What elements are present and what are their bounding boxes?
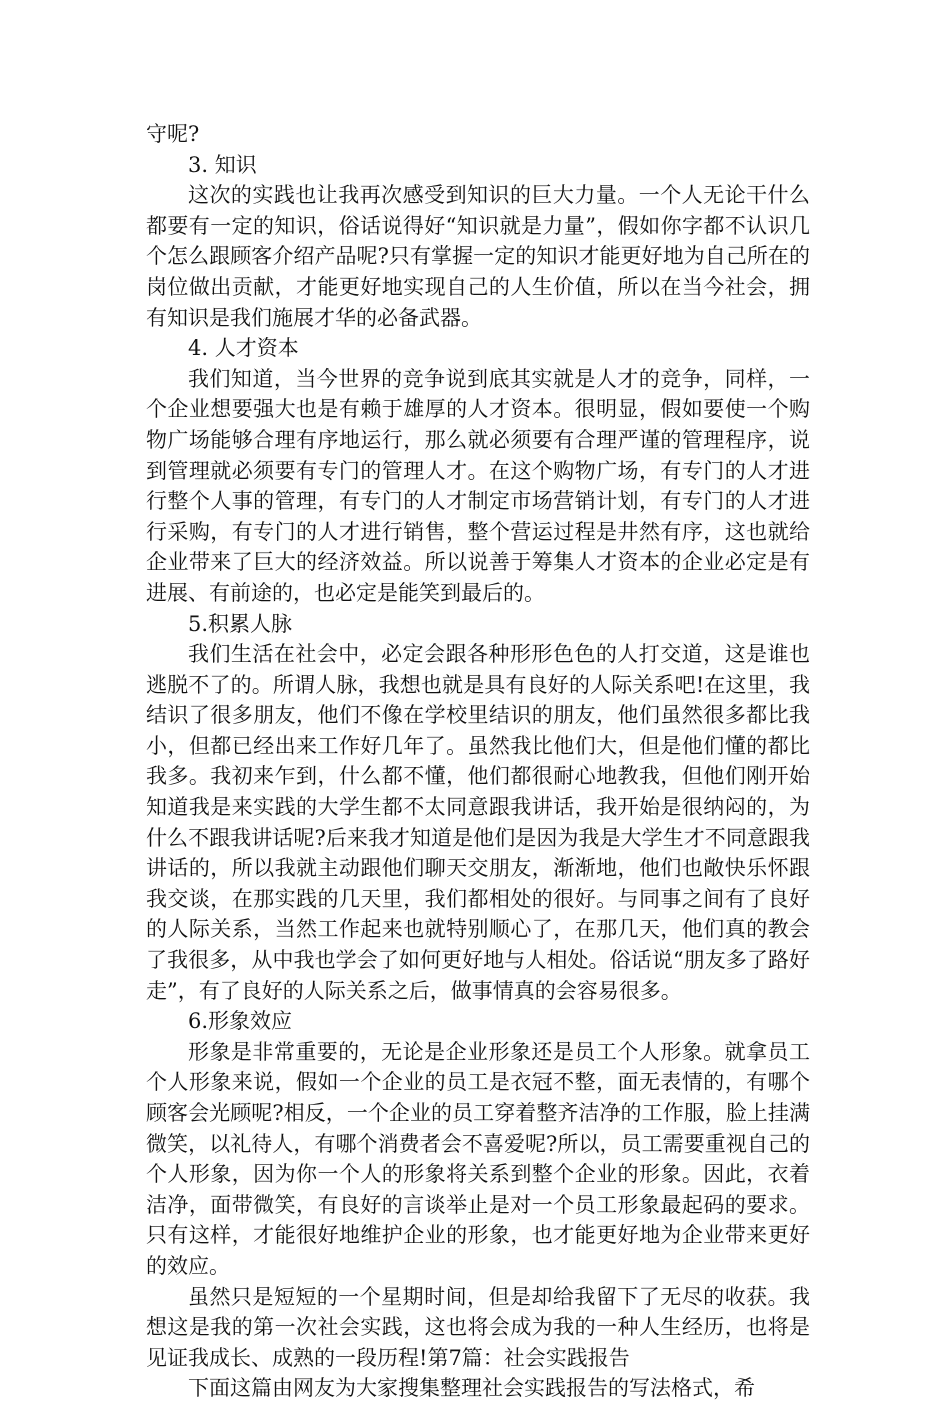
paragraph-next-article: 下面这篇由网友为大家搜集整理社会实践报告的写法格式，希 xyxy=(188,1376,755,1401)
section-heading-knowledge: 3. 知识 xyxy=(188,152,257,177)
section-heading-talent-capital: 4. 人才资本 xyxy=(188,336,299,361)
document-body xyxy=(146,119,810,1404)
paragraph-talent-capital: 我们知道，当今世界的竞争说到底其实就是人才的竞争，同样，一个企业想要强大也是有赖于雄厚的人才资本。很明显，假如要使一个购物广场能够合理有序地运行，那么就必须要有合理严谨的管理程序，说到管理就必须要有专门的管理人才。在这个购物广场，有专门的人才进行整个人事的管理，有专门的人才制定市场营销计划，有专门的人才进行采购，有专门的人才进行销售，整个营运过程是井然有序，这也就给企业带来了巨大的经济效益。所以说善于筹集人才资本的企业必定是有进展、有前途的，也必定是能笑到最后的。 xyxy=(146,366,810,605)
section-heading-image-effect: 6.形象效应 xyxy=(188,1009,293,1034)
paragraph-knowledge: 这次的实践也让我再次感受到知识的巨大力量。一个人无论干什么都要有一定的知识，俗话说得好“知识就是力量”，假如你字都不认识几个怎么跟顾客介绍产品呢?只有掌握一定的知识才能更好地为自己所在的岗位做出贡献，才能更好地实现自己的人生价值，所以在当今社会，拥有知识是我们施展才华的必备武器。 xyxy=(146,183,810,330)
paragraph-networking: 我们生活在社会中，必定会跟各种形形色色的人打交道，这是谁也逃脱不了的。所谓人脉，我想也就是具有良好的人际关系吧!在这里，我结识了很多朋友，他们不像在学校里结识的朋友，他们虽然很多都比我小，但都已经出来工作好几年了。虽然我比他们大，但是他们懂的都比我多。我初来乍到，什么都不懂，他们都很耐心地教我，但他们刚开始知道我是来实践的大学生都不太同意跟我讲话，我开始是很纳闷的，为什么不跟我讲话呢?后来我才知道是他们是因为我是大学生才不同意跟我讲话的，所以我就主动跟他们聊天交朋友，渐渐地，他们也敞快乐怀跟我交谈，在那实践的几天里，我们都相处的很好。与同事之间有了良好的人际关系，当然工作起来也就特别顺心了，在那几天，他们真的教会了我很多，从中我也学会了如何更好地与人相处。俗话说“朋友多了路好走”，有了良好的人际关系之后，做事情真的会容易很多。 xyxy=(146,642,810,1003)
paragraph-image-effect: 形象是非常重要的，无论是企业形象还是员工个人形象。就拿员工个人形象来说，假如一个企业的员工是衣冠不整，面无表情的，有哪个顾客会光顾呢?相反，一个企业的员工穿着整齐洁净的工作服，脸上挂满微笑，以礼待人，有哪个消费者会不喜爱呢?所以，员工需要重视自己的个人形象，因为你一个人的形象将关系到整个企业的形象。因此，衣着洁净，面带微笑，有良好的言谈举止是对一个员工形象最起码的要求。只有这样，才能很好地维护企业的形象，也才能更好地为企业带来更好的效应。 xyxy=(146,1039,810,1278)
section-heading-networking: 5.积累人脉 xyxy=(188,611,293,636)
paragraph-continuation: 守呢? xyxy=(146,122,200,146)
paragraph-conclusion: 虽然只是短短的一个星期时间，但是却给我留下了无尽的收获。我想这是我的第一次社会实践，这也将会成为我的一种人生经历，也将是见证我成长、成熟的一段历程!第7篇：社会实践报告 xyxy=(146,1284,810,1370)
